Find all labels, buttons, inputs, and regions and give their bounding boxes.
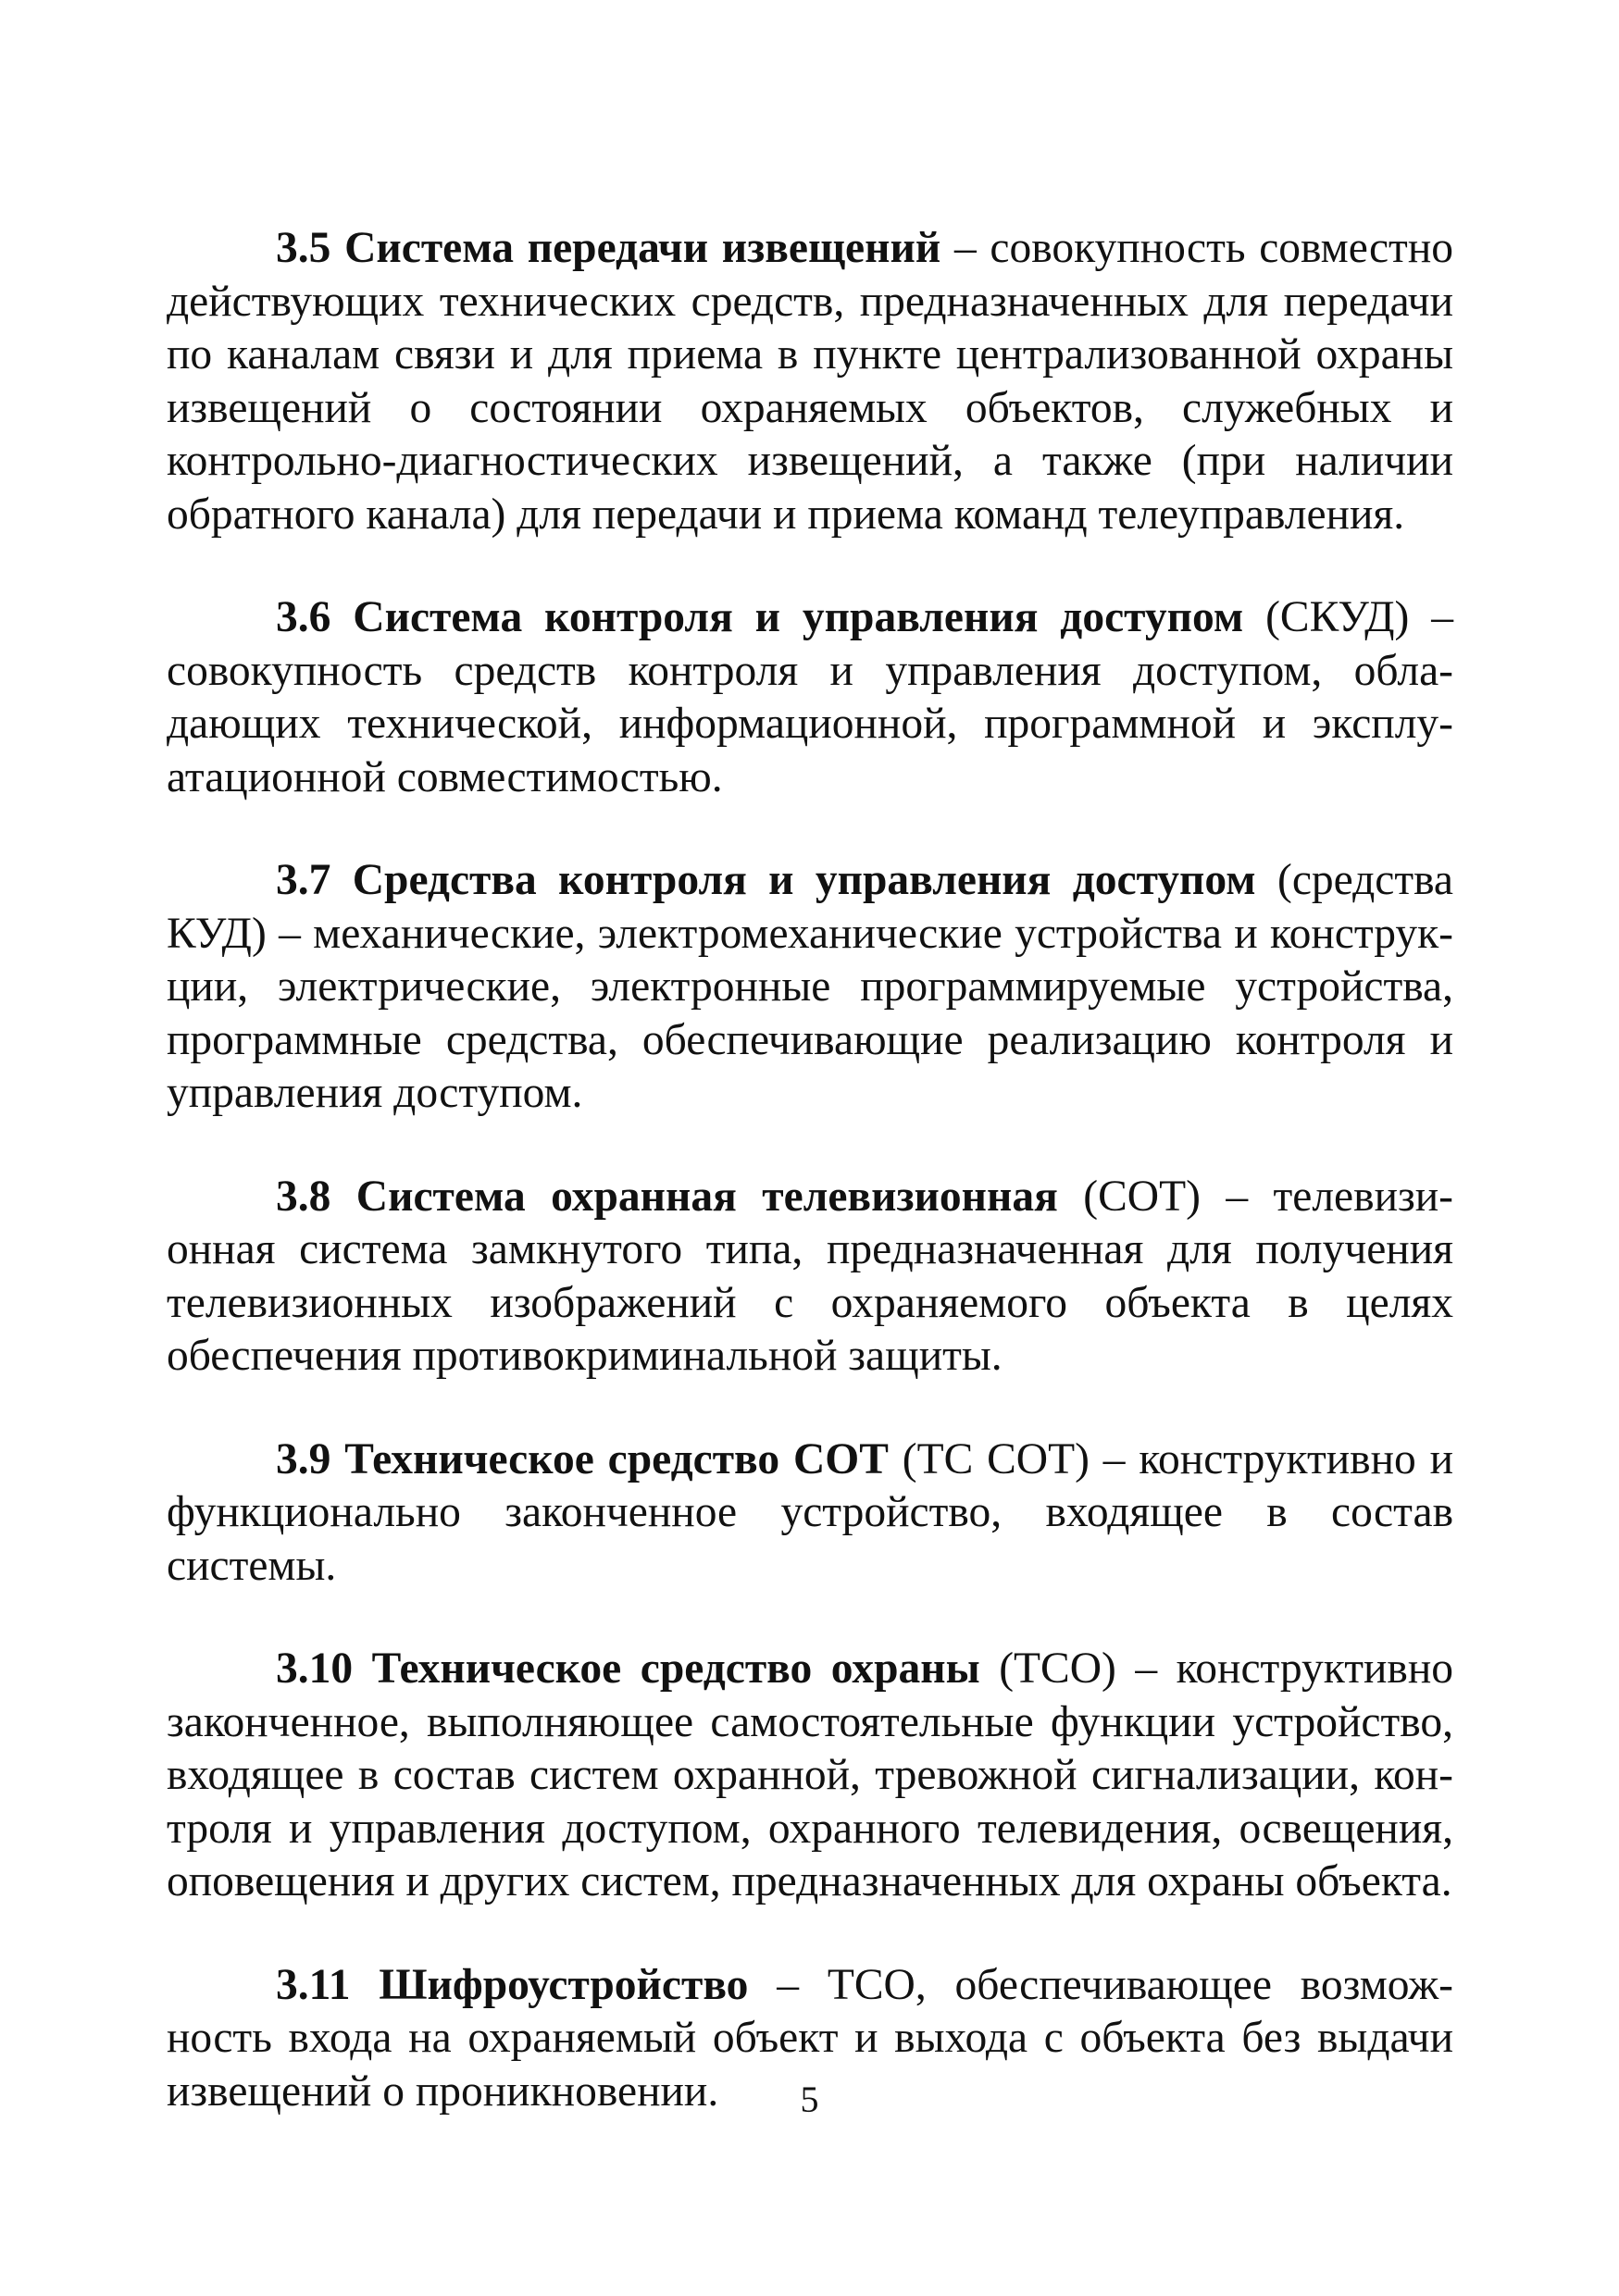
definition-3-10: (ТСО) – конструктивно законченное, выполняющее самостоятельные функции устройство, входящее в состав систем охранной, тревожной сигнализации, контроля и управления доступом, охранного телевидения, освещения, оповещения и других систем, предназначенных для охраны объекта. (167, 1644, 1454, 1905)
term-3-10: 3.10 Техническое средство охраны (276, 1644, 980, 1693)
definition-3-9: (ТС СОТ) – конструктивно и функционально законченное устройство, входящее в состав системы. (167, 1434, 1453, 1590)
term-3-6: 3.6 Система контроля и управления доступом (276, 593, 1244, 641)
paragraph-3-7 (167, 854, 1453, 1121)
term-3-9: 3.9 Техническое средство СОТ (276, 1434, 889, 1483)
term-3-7: 3.7 Средства контроля и управления доступом (276, 856, 1256, 904)
paragraph-3-6 (167, 591, 1453, 804)
paragraph-3-10 (167, 1643, 1453, 1909)
term-3-8: 3.8 Система охранная телевизионная (276, 1172, 1058, 1221)
definition-3-5: – совокупность совместно действующих технических средств, предназначенных для передачи по каналам связи и для приема в пункте централизованной охраны извещений о состоянии охраняемых объектов, служебных и контрольно-диагностических извещений, а также (при наличии обратного канала) для передачи и приема команд телеуправления. (167, 224, 1453, 539)
page-body (167, 222, 1453, 2118)
definition-3-8: (СОТ) – телевизионная система замкнутого типа, предназначенная для получения телевизионных изображений с охраняемого объекта в целях обеспечения противокриминальной защиты. (167, 1172, 1453, 1380)
definition-3-6: (СКУД) – совокупность средств контроля и управления доступом, обладающих технической, информационной, программной и эксплуатационной совместимостью. (167, 593, 1454, 801)
paragraph-3-5 (167, 222, 1453, 541)
page-number: 5 (800, 2079, 819, 2120)
paragraph-3-8 (167, 1171, 1453, 1384)
term-3-5: 3.5 Система передачи извещений (276, 224, 941, 272)
definition-3-11: – ТСО, обеспечивающее возможность входа на охраняемый объект и выхода с объекта без выдачи извещений о проникновении. (167, 1960, 1453, 2116)
term-3-11: 3.11 Шифроустройство (276, 1960, 749, 2009)
definition-3-7: (средства КУД) – механические, электромеханические устройства и конструкции, электрические, электронные программируемые устройства, программные средства, обеспечивающие реализацию контроля и управления доступом. (167, 856, 1454, 1117)
paragraph-3-9 (167, 1433, 1453, 1594)
